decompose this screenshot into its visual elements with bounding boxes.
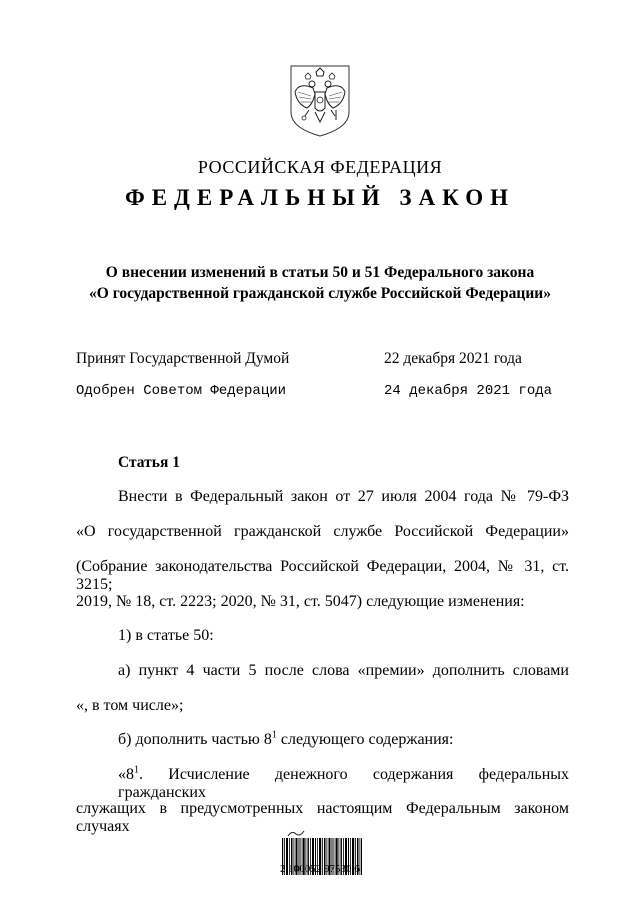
article-heading: Статья 1 xyxy=(118,454,180,471)
quote-open: «8 xyxy=(118,766,134,783)
law-subject-line-2: «О государственной гражданской службе Российской Федерации» xyxy=(89,285,551,302)
item-b-tail: следующего содержания: xyxy=(276,731,454,748)
quote-line-1 xyxy=(118,766,569,802)
item-b-superscript: 1 xyxy=(271,729,277,741)
council-approval-label: Одобрен Советом Федерации xyxy=(76,383,287,399)
item-b xyxy=(118,731,453,749)
law-subject-line-1: О внесении изменений в статьи 50 и 51 Федерального закона xyxy=(105,264,535,281)
article-intro-line-3: (Собрание законодательства Российской Федерации, 2004, № 31, ст. 3215; xyxy=(76,558,569,593)
country-name: РОССИЙСКАЯ ФЕДЕРАЦИЯ xyxy=(197,157,443,177)
duma-adoption-date: 22 декабря 2021 года xyxy=(384,350,522,367)
article-intro-line-1: Внести в Федеральный закон от 27 июля 2004 года № 79-ФЗ xyxy=(118,488,569,505)
item-1: 1) в статье 50: xyxy=(118,627,214,644)
quote-line-1-rest: . Исчисление денежного содержания федеральных гражданских xyxy=(118,766,569,801)
item-b-text: б) дополнить частью 8 xyxy=(118,731,272,748)
council-approval-date: 24 декабря 2021 года xyxy=(384,383,553,399)
item-a-line-1: а) пункт 4 части 5 после слова «премии» дополнить словами xyxy=(118,662,569,679)
duma-adoption-label: Принят Государственной Думой xyxy=(76,350,290,367)
article-intro-line-2: «О государственной гражданской службе Российской Федерации» xyxy=(76,523,569,540)
law-subject xyxy=(0,262,640,304)
quote-line-2: служащих в предусмотренных настоящим Федеральным законом случаях xyxy=(76,800,569,835)
signature-mark-icon xyxy=(287,828,307,838)
item-a-line-2: «, в том числе»; xyxy=(76,697,184,714)
barcode-number: 2 100052 97530 6 xyxy=(280,863,360,875)
state-emblem-icon xyxy=(287,64,353,138)
article-intro-line-4: 2019, № 18, ст. 2223; 2020, № 31, ст. 5047) следующие изменения: xyxy=(76,593,525,610)
quote-superscript: 1 xyxy=(134,764,139,776)
document-type-title: ФЕДЕРАЛЬНЫЙ ЗАКОН xyxy=(124,185,516,210)
